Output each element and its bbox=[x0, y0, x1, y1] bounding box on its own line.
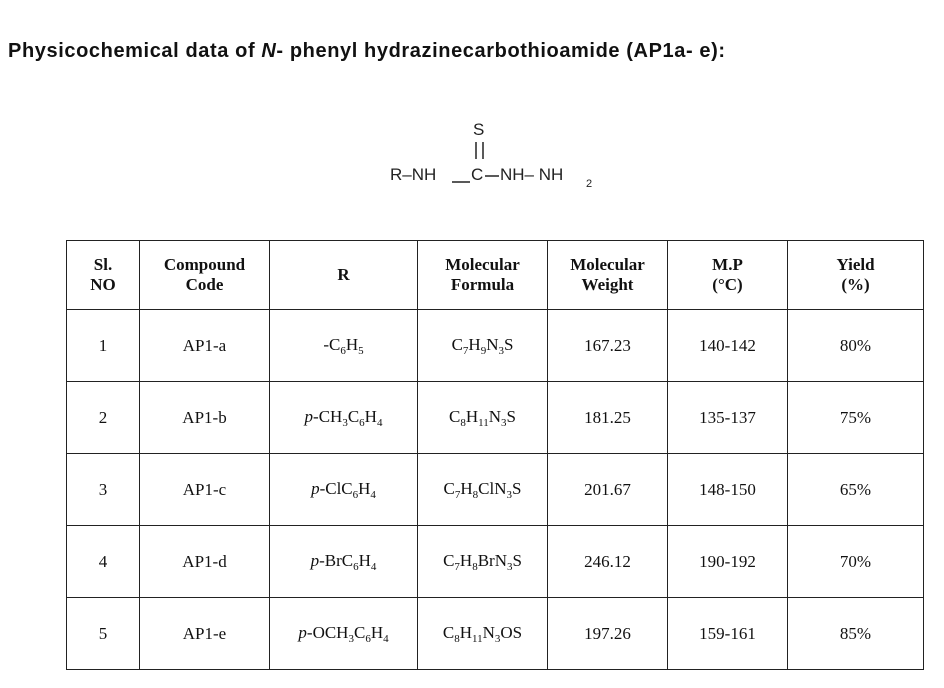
page-title bbox=[8, 40, 726, 63]
cell-yield: 70% bbox=[788, 526, 924, 598]
cell-yield: 85% bbox=[788, 598, 924, 670]
structure-svg bbox=[370, 112, 630, 202]
cell-mp: 190-192 bbox=[668, 526, 788, 598]
cell-r: $p-CH_3C_6H_4$ bbox=[270, 382, 418, 454]
cell-r: $p-ClC_6H_4$ bbox=[270, 454, 418, 526]
cell-weight: 167.23 bbox=[548, 310, 668, 382]
cell-yield: 75% bbox=[788, 382, 924, 454]
cell-code: AP1-a bbox=[140, 310, 270, 382]
chemical-structure bbox=[370, 112, 630, 202]
structure-sulfur: S bbox=[473, 120, 485, 139]
structure-left-group: R–NH bbox=[390, 165, 437, 184]
cell-code: AP1-b bbox=[140, 382, 270, 454]
cell-r: $p-BrC_6H_4$ bbox=[270, 526, 418, 598]
cell-sl: 4 bbox=[67, 526, 140, 598]
cell-weight: 197.26 bbox=[548, 598, 668, 670]
header-compound-code: Compound Code bbox=[140, 241, 270, 310]
cell-sl: 2 bbox=[67, 382, 140, 454]
cell-r: $p-OCH_3C_6H_4$ bbox=[270, 598, 418, 670]
table-row bbox=[67, 310, 924, 382]
header-melting-point: M.P (°C) bbox=[668, 241, 788, 310]
cell-r: $-C_6H_5$ bbox=[270, 310, 418, 382]
physicochemical-table bbox=[66, 240, 924, 670]
title-suffix: - phenyl hydrazinecarbothioamide (AP1a- e): bbox=[276, 40, 726, 62]
table-row bbox=[67, 598, 924, 670]
cell-formula: $C_7H_9N_3S$ bbox=[418, 310, 548, 382]
title-prefix: Physicochemical data of bbox=[8, 40, 262, 62]
header-molecular-weight: Molecular Weight bbox=[548, 241, 668, 310]
cell-formula: $C_8H_{11}N_3OS$ bbox=[418, 598, 548, 670]
table-body bbox=[67, 310, 924, 670]
header-molecular-formula: Molecular Formula bbox=[418, 241, 548, 310]
cell-sl: 3 bbox=[67, 454, 140, 526]
title-italic-n: N bbox=[261, 40, 277, 62]
cell-yield: 80% bbox=[788, 310, 924, 382]
header-sl-no: Sl. NO bbox=[67, 241, 140, 310]
cell-weight: 181.25 bbox=[548, 382, 668, 454]
cell-weight: 246.12 bbox=[548, 526, 668, 598]
table-row bbox=[67, 526, 924, 598]
table-row bbox=[67, 382, 924, 454]
header-yield: Yield (%) bbox=[788, 241, 924, 310]
structure-carbon: C bbox=[471, 165, 484, 184]
cell-mp: 148-150 bbox=[668, 454, 788, 526]
table-header-row bbox=[67, 241, 924, 310]
cell-sl: 1 bbox=[67, 310, 140, 382]
cell-code: AP1-d bbox=[140, 526, 270, 598]
table-row bbox=[67, 454, 924, 526]
cell-formula: $C_7H_8BrN_3S$ bbox=[418, 526, 548, 598]
cell-sl: 5 bbox=[67, 598, 140, 670]
cell-formula: $C_7H_8ClN_3S$ bbox=[418, 454, 548, 526]
header-r: R bbox=[270, 241, 418, 310]
cell-formula: $C_8H_{11}N_3S$ bbox=[418, 382, 548, 454]
cell-code: AP1-e bbox=[140, 598, 270, 670]
cell-mp: 140-142 bbox=[668, 310, 788, 382]
cell-weight: 201.67 bbox=[548, 454, 668, 526]
structure-subscript: 2 bbox=[586, 178, 593, 190]
cell-code: AP1-c bbox=[140, 454, 270, 526]
cell-yield: 65% bbox=[788, 454, 924, 526]
cell-mp: 135-137 bbox=[668, 382, 788, 454]
structure-right-group: NH– NH bbox=[500, 165, 564, 184]
cell-mp: 159-161 bbox=[668, 598, 788, 670]
